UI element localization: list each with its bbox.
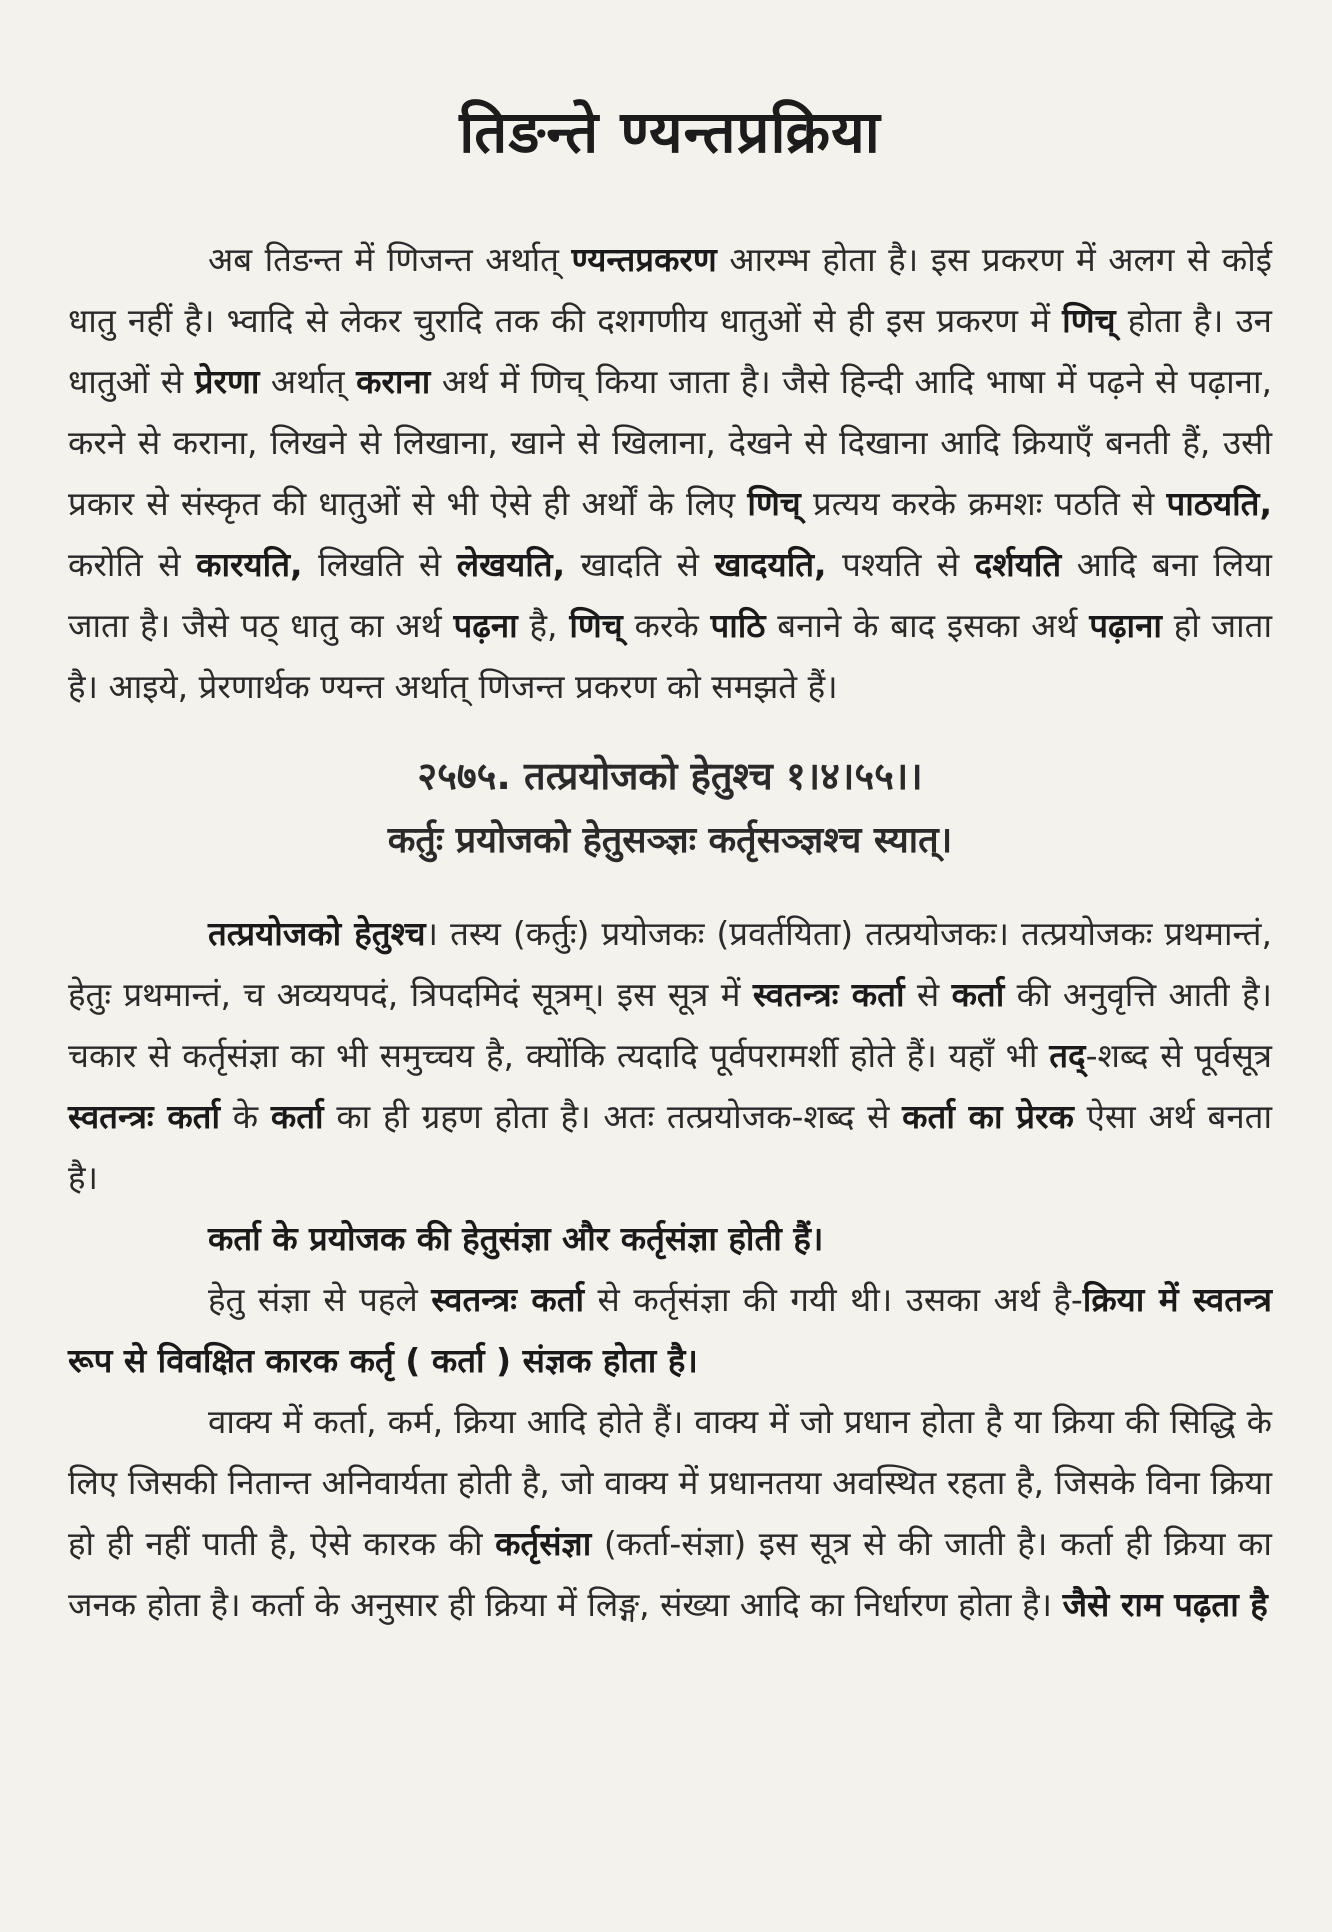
vakya-paragraph [68,1391,1272,1635]
explain-text: । तस्य (कर्तुः) प्रयोजकः (प्रवर्तयिता) तत्प्रयोजकः। तत्प्रयोजकः प्रथमान्तं, हेतुः प्रथमान्तं, च अव्ययपदं, त्रिपदमिदं सूत्रम्। इस सूत्र में [68,914,1272,1014]
intro-text: पश्यति से [826,545,975,584]
intro-text: करके [622,606,711,645]
intro-term: खादयति, [714,545,827,584]
summary-text: कर्ता के प्रयोजक की हेतुसंज्ञा और कर्तृसंज्ञा होती हैं। [208,1219,824,1258]
intro-term: णिच् [747,484,801,523]
intro-text: अब तिङन्त में णिजन्त अर्थात् [208,240,572,279]
intro-text: करोति से [68,545,197,584]
explain-term: तद् [1049,1036,1086,1075]
intro-text: खादति से [565,545,715,584]
vritti-line: कर्तुः प्रयोजको हेतुसञ्ज्ञः कर्तृसञ्ज्ञश्च स्यात्। [387,820,953,861]
explain-term: कर्ता [951,975,1005,1014]
intro-term: णिच् [569,606,623,645]
intro-term: प्रेरणा [194,362,260,401]
intro-text: आरम्भ होता है। इस प्रकरण में अलग से कोई धातु नहीं है। भ्वादि से लेकर चुरादि तक की दशगणीय धातुओं से ही इस प्रकरण में [68,240,1272,340]
explain-text: से [904,975,952,1014]
sutra-heading: २५७५. तत्प्रयोजको हेतुश्च १।४।५५।। [417,754,923,798]
explanation-paragraph [68,903,1272,1208]
intro-term: लेखयति, [456,545,566,584]
vakya-term: कर्तृसंज्ञा [495,1524,592,1563]
explain-term: स्वतन्त्रः कर्ता [752,975,905,1014]
intro-text: बनाने के बाद इसका अर्थ [765,606,1090,645]
intro-text: आदि बना लिया जाता है। जैसे पठ् धातु का अर्थ [68,545,1272,645]
vakya-text: वाक्य में कर्ता, कर्म, क्रिया आदि होते हैं। वाक्य में जो प्रधान होता है या क्रिया की सिद्धि के लिए जिसकी नितान्त अनिवार्यता होती है, जो वाक्य में प्रधानतया अवस्थित रहता है, जिसके विना क्रिया हो ही नहीं पाती है, ऐसे कारक की [68,1402,1272,1563]
intro-text: प्रत्यय करके क्रमशः पठति से [800,484,1167,523]
intro-term: ण्यन्तप्रकरण [571,240,717,279]
explain-term: स्वतन्त्रः कर्ता [68,1097,221,1136]
vakya-text: (कर्ता-संज्ञा) इस सूत्र से की जाती है। कर्ता ही क्रिया का जनक होता है। कर्ता के अनुसार ही क्रिया में लिङ्ग, संख्या आदि का निर्धारण होता है। [68,1524,1272,1624]
intro-text: है, [517,606,570,645]
intro-term: कराना [356,362,431,401]
explain-term: कर्ता का प्रेरक [902,1097,1074,1136]
intro-text: अर्थ में णिच् किया जाता है। जैसे हिन्दी आदि भाषा में पढ़ने से पढ़ाना, करने से कराना, लिखने से लिखाना, खाने से खिलाना, देखने से दिखाना आदि क्रियाएँ बनती हैं, उसी प्रकार से संस्कृत की धातुओं से भी ऐसे ही अर्थों के लिए [68,362,1272,523]
intro-term: दर्शयति [974,545,1062,584]
intro-term: कारयति, [196,545,303,584]
hetu-text: से कर्तृसंज्ञा की गयी थी। उसका अर्थ है- [584,1280,1083,1319]
explain-text: का ही ग्रहण होता है। अतः तत्प्रयोजक-शब्द से [323,1097,903,1136]
explain-text: के [220,1097,271,1136]
intro-text: अर्थात् [259,362,357,401]
hetu-definition: क्रिया में स्वतन्त्र रूप से विवक्षित कारक कर्तृ ( कर्ता ) संज्ञक होता है। [68,1280,1273,1380]
intro-text: होता है। उन धातुओं से [68,301,1272,401]
hetu-paragraph [68,1269,1272,1391]
intro-text: लिखति से [302,545,457,584]
explain-term: कर्ता [270,1097,324,1136]
explain-term: तत्प्रयोजको हेतुश्च [208,914,426,953]
explain-text: ऐसा अर्थ बनता है। [68,1097,1272,1197]
explain-text: -शब्द से पूर्वसूत्र [1085,1036,1273,1075]
intro-term: पढ़ाना [1089,606,1162,645]
summary-paragraph [68,1208,1272,1269]
page-title: तिङन्ते ण्यन्तप्रक्रिया [459,98,881,166]
explain-text: की अनुवृत्ति आती है। चकार से कर्तृसंज्ञा का भी समुच्चय है, क्योंकि त्यदादि पूर्वपरामर्शी होते हैं। यहाँ भी [68,975,1273,1075]
vakya-example: जैसे राम पढ़ता है [1062,1585,1268,1624]
hetu-text: हेतु संज्ञा से पहले [208,1280,432,1319]
intro-text: हो जाता है। आइये, प्रेरणार्थक ण्यन्त अर्थात् णिजन्त प्रकरण को समझते हैं। [68,606,1272,706]
intro-term: पढ़ना [453,606,518,645]
intro-term: पाठयति, [1166,484,1272,523]
intro-paragraph [68,229,1272,717]
intro-term: पाठि [710,606,766,645]
hetu-term: स्वतन्त्रः कर्ता [431,1280,585,1319]
intro-term: णिच् [1062,301,1116,340]
